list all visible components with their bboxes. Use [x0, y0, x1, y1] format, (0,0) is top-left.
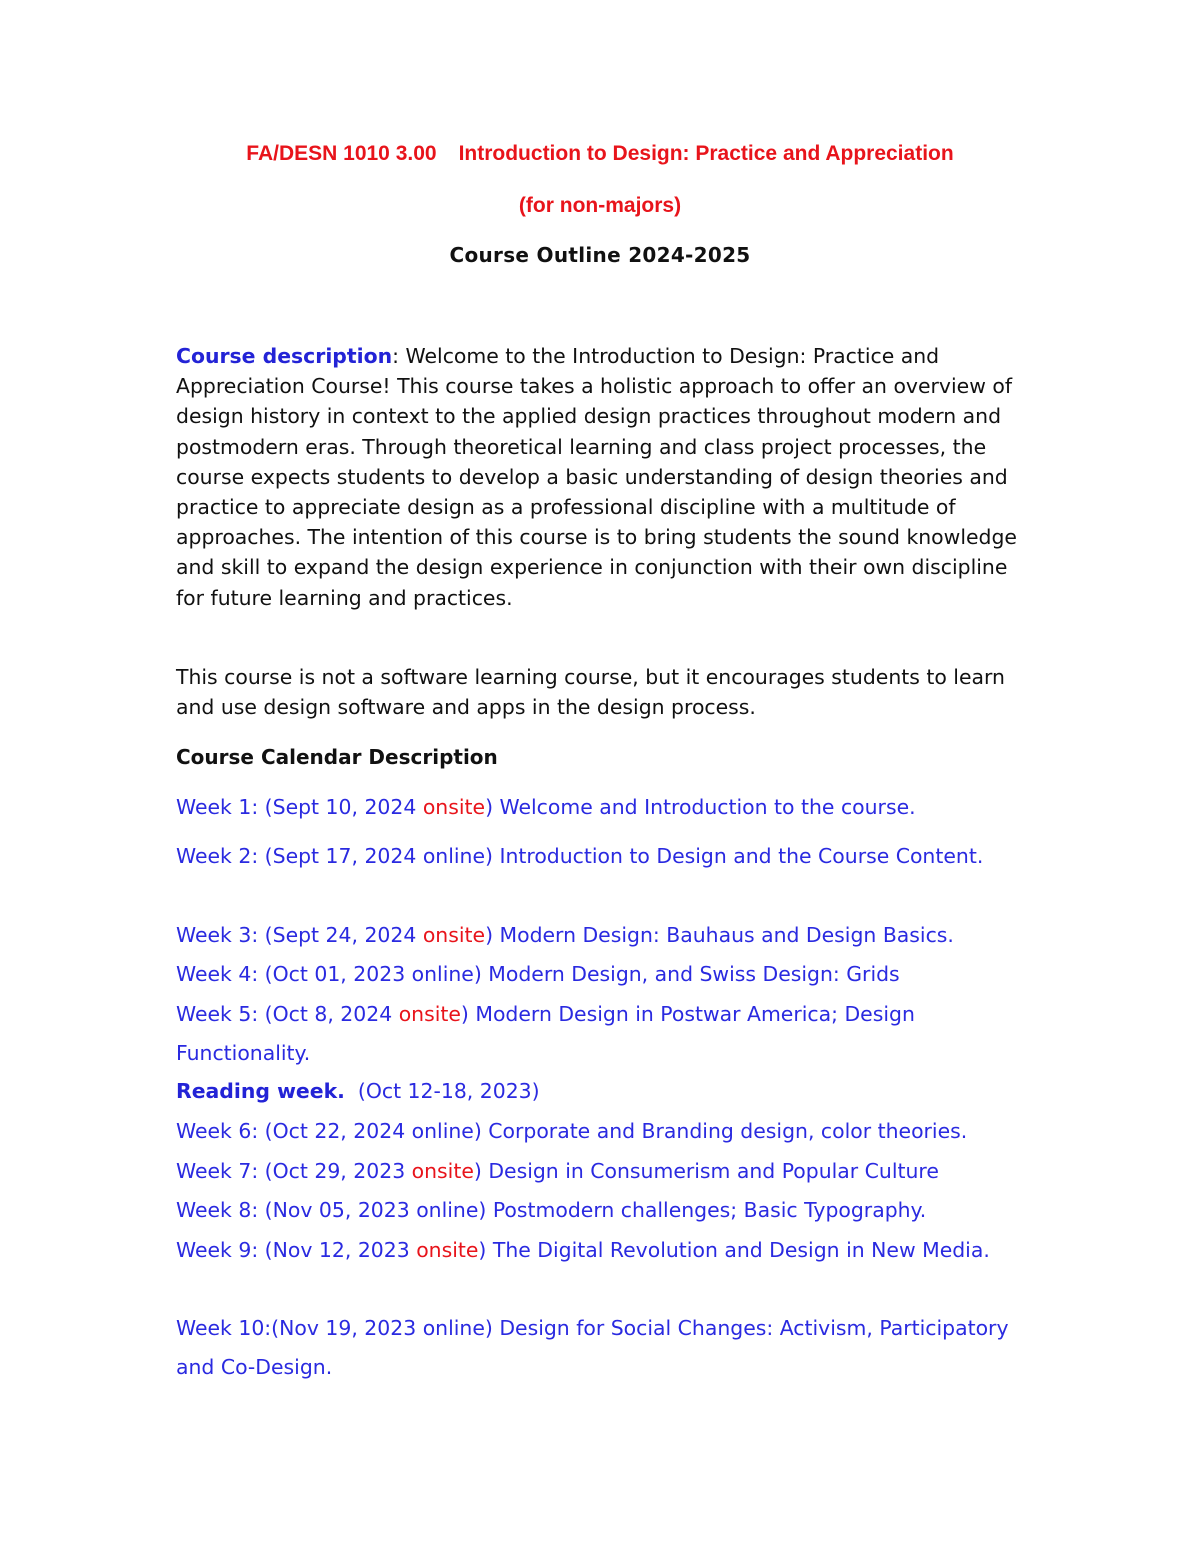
reading-week — [176, 1072, 1046, 1111]
onsite-label: onsite — [398, 1002, 461, 1026]
week-item: Week 9: (Nov 12, 2023 onsite) The Digital Revolution and Design in New Media. — [176, 1238, 990, 1262]
online-label: online — [411, 962, 474, 986]
course-title: Introduction to Design: Practice and Appreciation — [458, 142, 954, 165]
week-item: Week 7: (Oct 29, 2023 onsite) Design in Consumerism and Popular Culture — [176, 1159, 939, 1183]
online-label: online — [422, 1316, 485, 1340]
course-outline-title: Course Outline 2024-2025 — [449, 243, 751, 267]
course-description-paragraph — [176, 341, 1026, 613]
week-item: Week 1: (Sept 10, 2024 onsite) Welcome and Introduction to the course. — [176, 795, 916, 819]
course-code: FA/DESN 1010 3.00 — [246, 142, 437, 165]
software-note-paragraph: This course is not a software learning course, but it encourages students to learn and use design software and apps in the design process. — [176, 665, 1005, 720]
week-item: Week 6: (Oct 22, 2024 online) Corporate and Branding design, color theories. — [176, 1119, 968, 1143]
calendar-heading: Course Calendar Description — [176, 745, 498, 769]
reading-week-dates: (Oct 12-18, 2023) — [357, 1079, 540, 1103]
week-item: Week 8: (Nov 05, 2023 online) Postmodern challenges; Basic Typography. — [176, 1198, 927, 1222]
week-item: Week 5: (Oct 8, 2024 onsite) Modern Design in Postwar America; Design Functionality. — [176, 1002, 915, 1065]
onsite-label: onsite — [411, 1159, 474, 1183]
course-title-line — [0, 142, 1200, 166]
onsite-label: onsite — [422, 923, 486, 947]
week-item: Week 10:(Nov 19, 2023 online) Design for Social Changes: Activism, Participatory and Co-Design. — [176, 1316, 1009, 1379]
course-description-colon: : — [392, 344, 400, 368]
online-label: online — [422, 844, 486, 868]
course-audience: (for non-majors) — [518, 194, 682, 217]
online-label: online — [411, 1119, 474, 1143]
online-label: online — [416, 1198, 479, 1222]
week-item: Week 3: (Sept 24, 2024 onsite) Modern Design: Bauhaus and Design Basics. — [176, 923, 954, 947]
course-description-label: Course description — [176, 344, 393, 368]
onsite-label: onsite — [422, 795, 486, 819]
week-item: Week 2: (Sept 17, 2024 online) Introduction to Design and the Course Content. — [176, 844, 984, 868]
reading-week-label: Reading week. — [176, 1079, 345, 1103]
week-item: Week 4: (Oct 01, 2023 online) Modern Design, and Swiss Design: Grids — [176, 962, 900, 986]
onsite-label: onsite — [416, 1238, 479, 1262]
course-description-text: Welcome to the Introduction to Design: Practice and Appreciation Course! This course takes a holistic approach to offer an overview of design history in context to the applied design practices throughout modern and postmodern eras. Through theoretical learning and class project processes, the course expects students to develop a basic understanding of design theories and practice to appreciate design as a professional discipline with a multitude of approaches. The intention of this course is to bring students the sound knowledge and skill to expand the design experience in conjunction with their own discipline for future learning and practices. — [176, 344, 1017, 610]
